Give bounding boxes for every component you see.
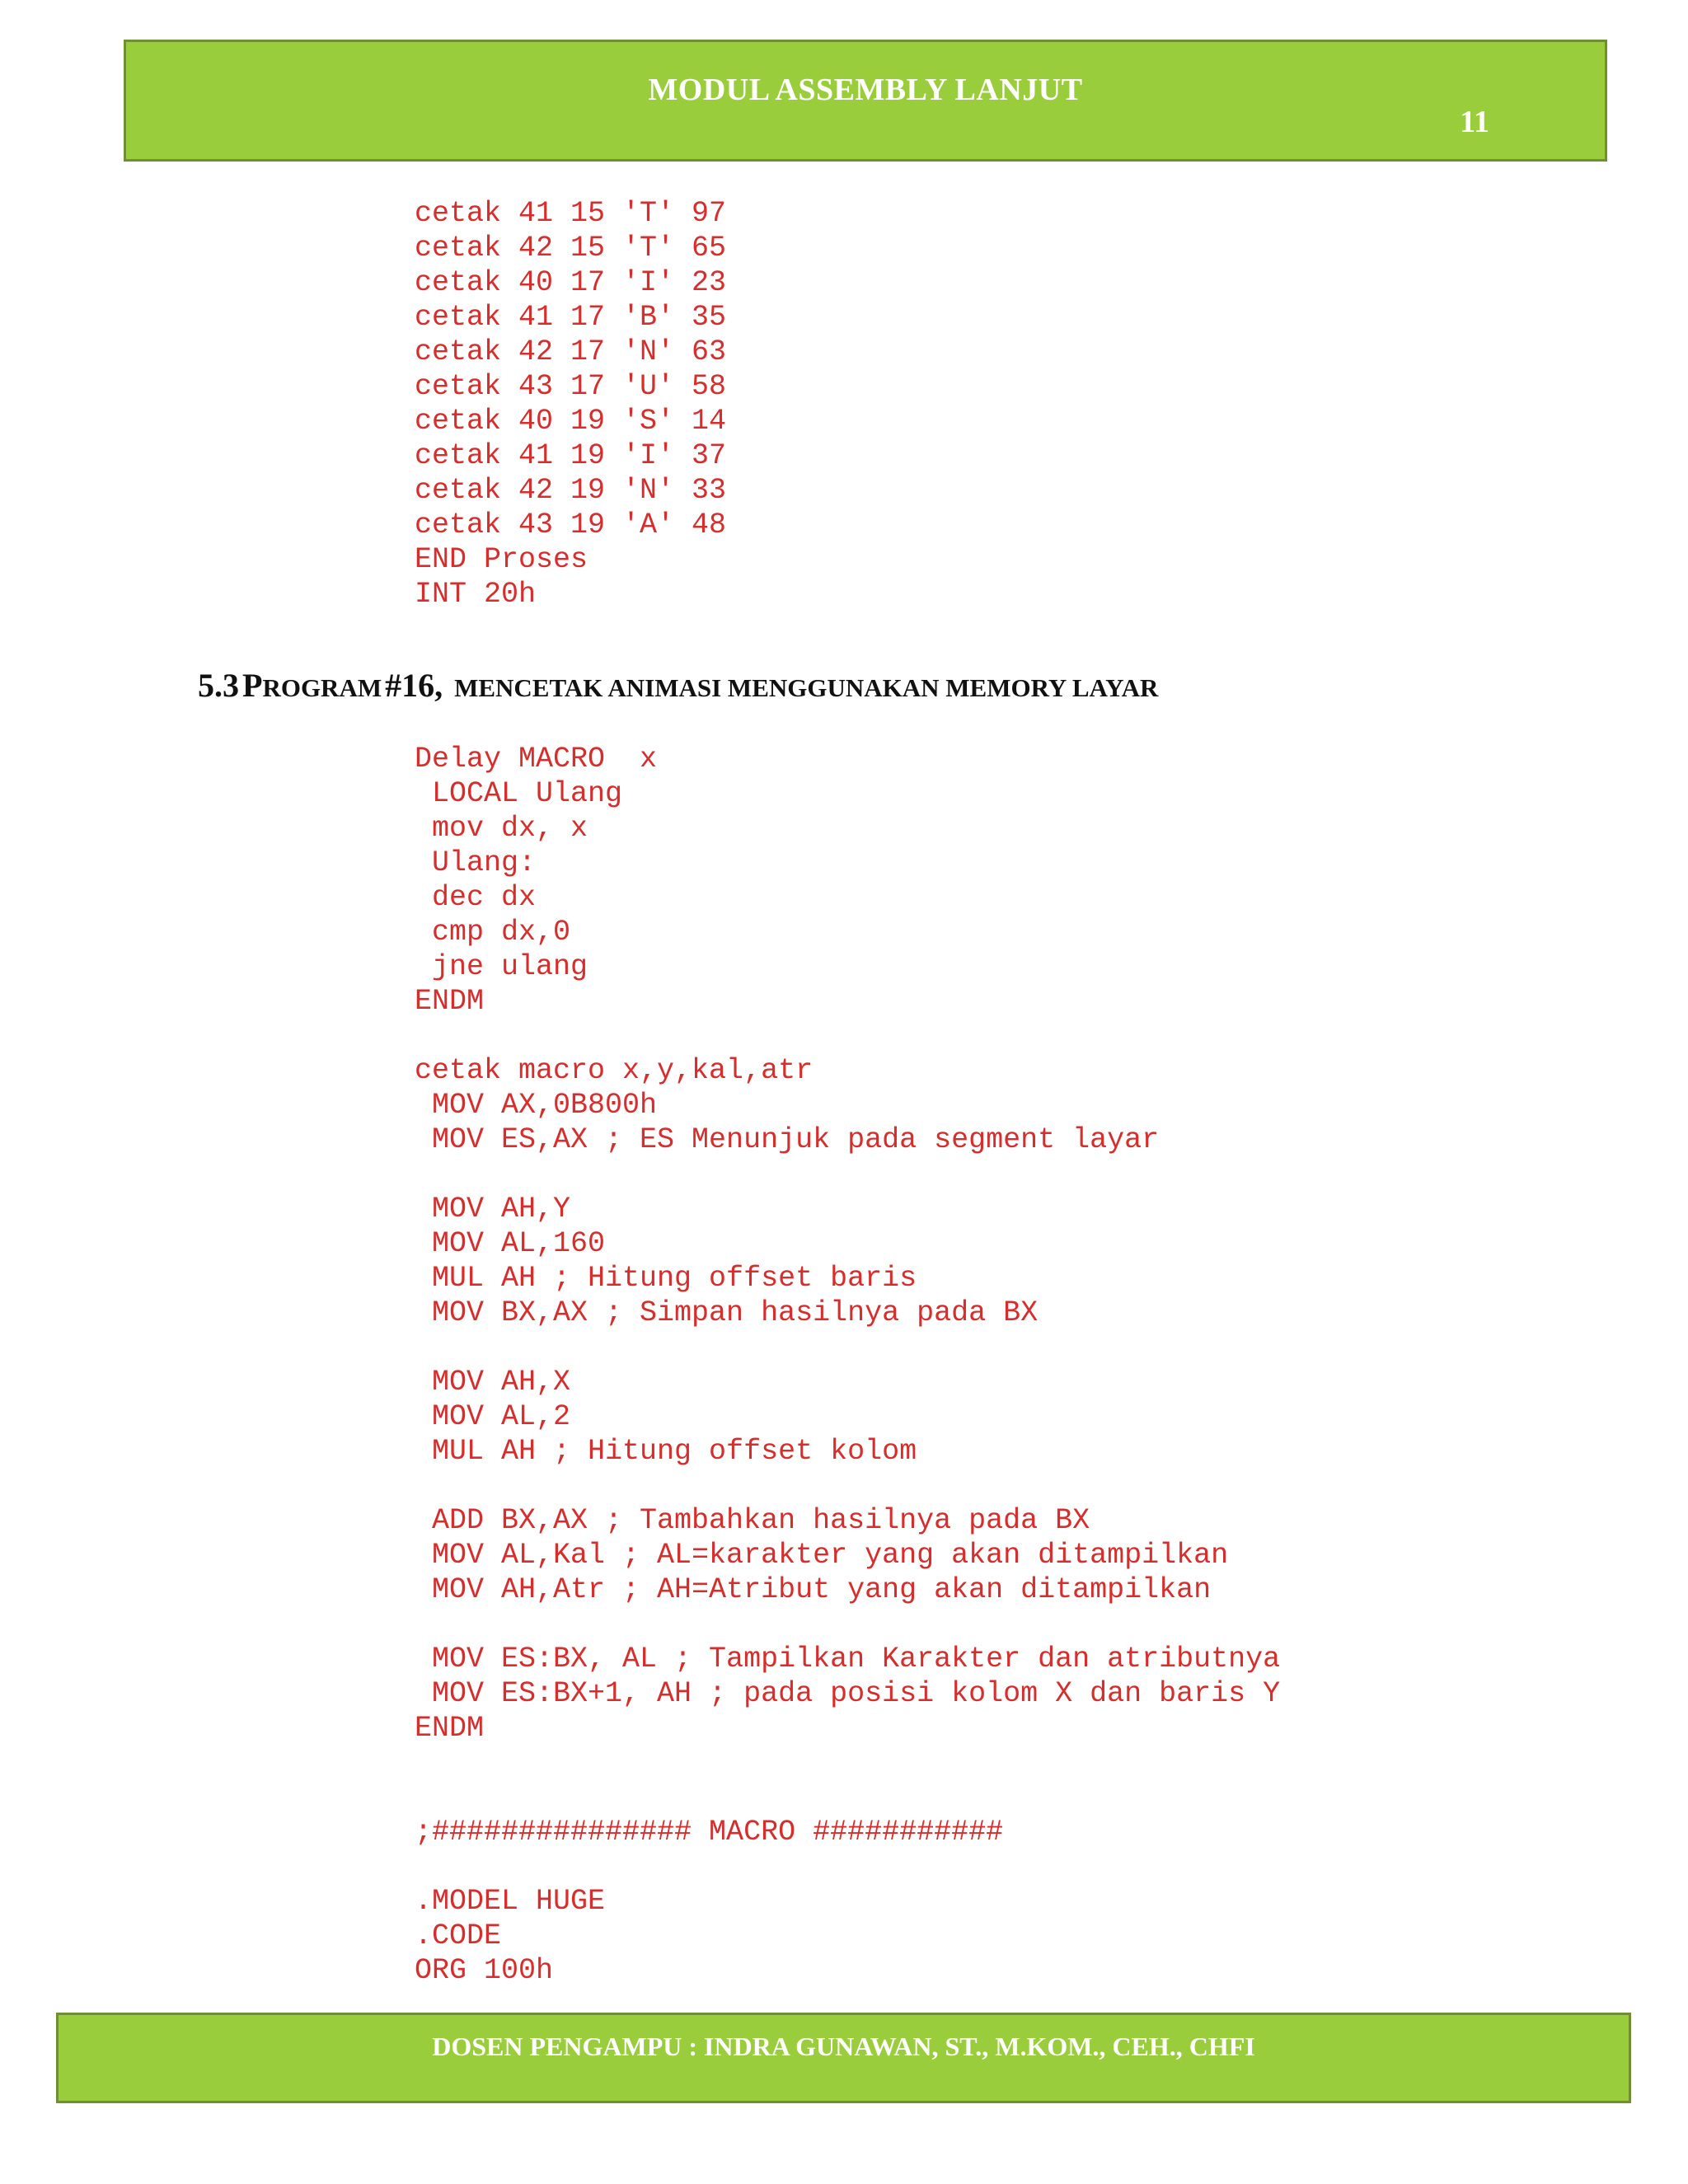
code-line: cetak 42 17 'N' 63 xyxy=(415,335,727,368)
code-line: .MODEL HUGE xyxy=(415,1885,606,1918)
code-line xyxy=(415,1746,1280,1780)
code-block-top xyxy=(415,196,726,612)
code-line: MOV AH,Atr ; AH=Atribut yang akan ditampilkan xyxy=(415,1573,1212,1606)
code-line: cetak 40 17 'I' 23 xyxy=(415,266,727,299)
code-line: mov dx, x xyxy=(415,812,588,845)
code-line xyxy=(415,1469,1280,1503)
code-line: MOV AL,160 xyxy=(415,1227,606,1260)
code-line: cetak 41 19 'I' 37 xyxy=(415,439,727,472)
code-line: Ulang: xyxy=(415,846,537,879)
code-line: ;############### MACRO ########### xyxy=(415,1816,1004,1849)
code-line xyxy=(415,1330,1280,1365)
code-line: dec dx xyxy=(415,881,537,914)
code-line: Delay MACRO x xyxy=(415,743,658,776)
code-line: cetak 42 19 'N' 33 xyxy=(415,474,727,507)
code-line: cmp dx,0 xyxy=(415,916,571,949)
code-line: cetak 40 19 'S' 14 xyxy=(415,405,727,438)
code-line: END Proses xyxy=(415,543,588,576)
code-line: cetak 43 17 'U' 58 xyxy=(415,370,727,403)
code-line: cetak 41 17 'B' 35 xyxy=(415,301,727,334)
section-title-initial: P xyxy=(242,667,263,704)
code-line: MOV ES:BX+1, AH ; pada posisi kolom X dan baris Y xyxy=(415,1677,1281,1710)
code-line xyxy=(415,1157,1280,1192)
code-line: MUL AH ; Hitung offset kolom xyxy=(415,1435,917,1468)
code-line: ENDM xyxy=(415,985,485,1018)
code-line: MOV ES,AX ; ES Menunjuk pada segment layar xyxy=(415,1123,1160,1156)
code-line: MUL AH ; Hitung offset baris xyxy=(415,1262,917,1295)
code-line: MOV AH,X xyxy=(415,1366,571,1399)
code-block-main xyxy=(415,742,1280,1988)
code-line xyxy=(415,1019,1280,1053)
code-line: cetak 42 15 'T' 65 xyxy=(415,232,727,265)
section-heading xyxy=(198,666,1158,705)
code-line: INT 20h xyxy=(415,578,537,611)
page-header xyxy=(124,40,1607,162)
code-line: cetak macro x,y,kal,atr xyxy=(415,1054,814,1087)
code-line: ENDM xyxy=(415,1712,485,1745)
code-line: jne ulang xyxy=(415,950,588,983)
code-line: cetak 43 19 'A' 48 xyxy=(415,509,727,541)
code-line: MOV AX,0B800h xyxy=(415,1089,658,1122)
section-number: 5.3 xyxy=(198,667,239,704)
code-line: ADD BX,AX ; Tambahkan hasilnya pada BX xyxy=(415,1504,1090,1537)
section-subtitle: MENCETAK ANIMASI MENGGUNAKAN MEMORY LAYAR xyxy=(454,673,1159,702)
code-line: MOV ES:BX, AL ; Tampilkan Karakter dan atributnya xyxy=(415,1643,1281,1675)
code-line xyxy=(415,1780,1280,1815)
program-number: #16, xyxy=(385,667,443,704)
page-footer xyxy=(56,2013,1631,2103)
code-line xyxy=(415,1849,1280,1884)
code-line: MOV AL,2 xyxy=(415,1400,571,1433)
module-title: MODUL ASSEMBLY LANJUT xyxy=(648,73,1083,107)
code-line: MOV AH,Y xyxy=(415,1193,571,1226)
lecturer-credit: DOSEN PENGAMPU : INDRA GUNAWAN, ST., M.KOM., CEH., CHFI xyxy=(432,2032,1255,2061)
code-line: .CODE xyxy=(415,1919,502,1952)
code-line: ORG 100h xyxy=(415,1954,554,1987)
section-title-rest: ROGRAM xyxy=(262,673,382,702)
code-line xyxy=(415,1607,1280,1642)
code-line: cetak 41 15 'T' 97 xyxy=(415,197,727,230)
page-number: 11 xyxy=(1460,105,1489,139)
code-line: MOV BX,AX ; Simpan hasilnya pada BX xyxy=(415,1296,1039,1329)
code-line: MOV AL,Kal ; AL=karakter yang akan ditampilkan xyxy=(415,1539,1229,1572)
code-line: LOCAL Ulang xyxy=(415,777,623,810)
